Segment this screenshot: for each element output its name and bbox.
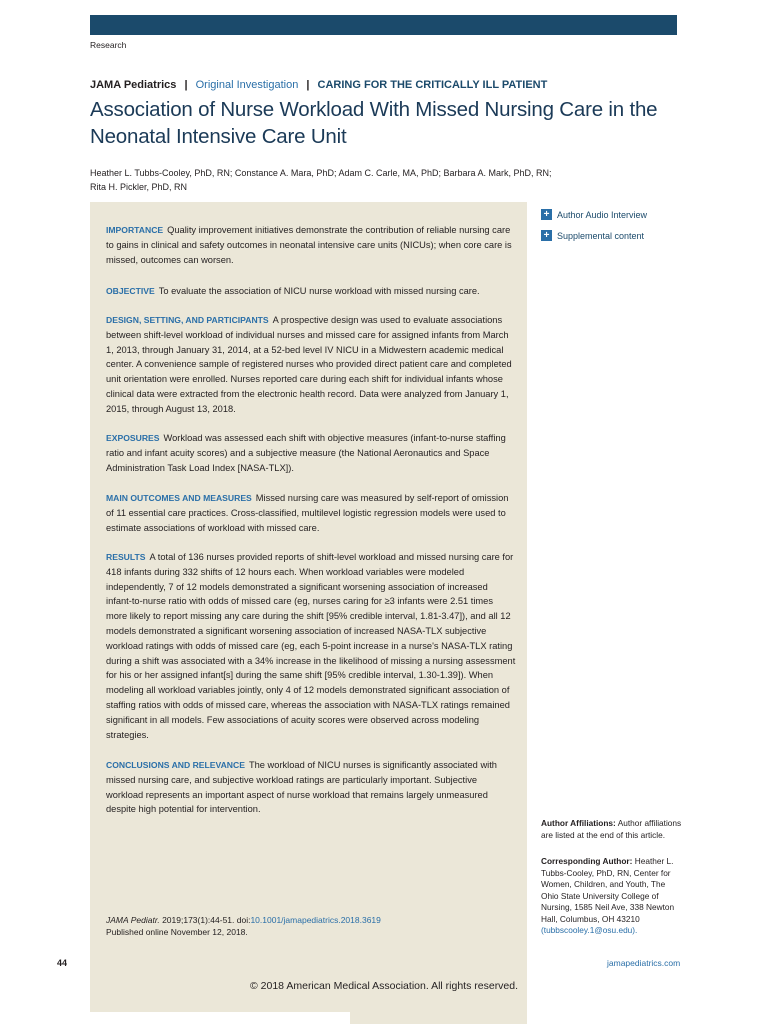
abstract-text: Workload was assessed each shift with objective measures (infant-to-nurse staffing ratio and infant acuity scores) and a subjective measure (the National Aeronautics and Space Administration Task Load Index [NASA-TLX]).	[106, 433, 506, 473]
corresponding-text: Heather L. Tubbs-Cooley, PhD, RN, Center for Women, Children, and Youth, The Ohio State University College of Nursing, 1585 Neil Ave, 338 Newton Hall, Columbus, OH 43210	[541, 856, 675, 924]
site-url-link[interactable]: jamapediatrics.com	[607, 958, 681, 968]
authors-line: Rita H. Pickler, PhD, RN	[90, 182, 188, 192]
abstract-heading: DESIGN, SETTING, AND PARTICIPANTS	[106, 315, 269, 325]
author-audio-interview-link[interactable]	[541, 209, 647, 220]
author-affiliations	[541, 818, 683, 841]
separator: |	[184, 79, 188, 91]
abstract-design	[106, 313, 516, 417]
link-label: Author Audio Interview	[557, 209, 648, 220]
abstract-importance	[106, 223, 516, 267]
abstract-text: The workload of NICU nurses is significantly associated with missed nursing care, and subjective workload ratings are particularly important. Subjective workload represents an important aspect of nurse workload that remains largely unmeasured despite high potential for intervention.	[106, 760, 497, 815]
section-label: Research	[90, 40, 127, 50]
journal-name: JAMA Pediatrics	[90, 79, 177, 91]
abstract-conclusions	[106, 758, 516, 817]
abstract-objective	[106, 284, 516, 299]
abstract-heading: MAIN OUTCOMES AND MEASURES	[106, 493, 252, 503]
journal-abbrev: JAMA Pediatr.	[106, 915, 160, 925]
abstract-heading: OBJECTIVE	[106, 286, 155, 296]
journal-line	[90, 79, 547, 91]
abstract-outcomes	[106, 491, 516, 535]
plus-icon: +	[541, 209, 552, 220]
link-label: Supplemental content	[557, 230, 645, 241]
author-list	[90, 166, 560, 194]
abstract-heading: IMPORTANCE	[106, 225, 164, 235]
abstract-text: To evaluate the association of NICU nurse workload with missed nursing care.	[158, 286, 480, 296]
abstract-exposures	[106, 431, 516, 475]
corresponding-email-link[interactable]: (tubbscooley.1@osu.edu).	[541, 925, 638, 935]
corresponding-author	[541, 856, 683, 937]
doi-link[interactable]: 10.1001/jamapediatrics.2018.3619	[250, 915, 381, 925]
affiliations-text: Author affiliations are listed at the end of this article.	[541, 818, 682, 840]
abstract-heading: RESULTS	[106, 552, 146, 562]
article-title: Association of Nurse Workload With Missed Nursing Care in the Neonatal Intensive Care Unit	[90, 98, 658, 148]
abstract-text: A prospective design was used to evaluate associations between shift-level workload of individual nurses and missed care for assigned infants from March 1, 2013, through January 31, 2014, at a 52-bed level IV NICU in a Midwestern academic medical center. A convenience sample of registered nurses who provided direct patient care and completed unit orientation were enrolled. Nurses reported care during each shift for individual infants whose clinical data were extracted from the electronic health record. Data were analyzed from January 1, 2015, through August 13, 2018.	[106, 315, 512, 414]
citation-block	[106, 914, 526, 938]
published-date: Published online November 12, 2018.	[106, 927, 248, 937]
abstract-text: Quality improvement initiatives demonstrate the contribution of reliable nursing care to gains in clinical and safety outcomes in neonatal intensive care units (NICUs); when core care is missed, outcomes can worsen.	[106, 225, 512, 265]
series-label: CARING FOR THE CRITICALLY ILL PATIENT	[317, 79, 548, 91]
citation-ref: 2019;173(1):44-51. doi:	[162, 915, 251, 925]
separator: |	[306, 79, 310, 91]
abstract-heading: EXPOSURES	[106, 433, 160, 443]
corresponding-label: Corresponding Author:	[541, 856, 633, 866]
authors-line: Heather L. Tubbs-Cooley, PhD, RN; Constance A. Mara, PhD; Adam C. Carle, MA, PhD; Barbara A. Mark, PhD, RN;	[90, 168, 552, 178]
plus-icon: +	[541, 230, 552, 241]
abstract-heading: CONCLUSIONS AND RELEVANCE	[106, 760, 245, 770]
abstract-text: A total of 136 nurses provided reports of shift-level workload and missed nursing care for 418 infants during 332 shifts of 12 hours each. When workload variables were modeled independently, 7 of 12 models demonstrated a significant worsening association of increased infant-to-nurse ratio with odds of missed care (eg, nurses caring for ≥3 infants were 2.51 times more likely to report missing any care during the shift [95% credible interval, 1.81-3.47]), and all 12 models demonstrated a significant worsening association of increased NASA-TLX subjective workload ratings with odds of missed care (eg, each 5-point increase in a nurse's NASA-TLX rating during a shift was associated with a 34% increase in the likelihood of missing a nursing assessment for his or her assigned infant[s] during the same shift [95% credible interval, 1.30-1.39]). When modeling all workload variables jointly, only 4 of 12 models demonstrated significant association of staffing ratios with odds of missed care, whereas the association with NASA-TLX ratings remained significant in all models. Few associations of acuity scores were observed across modeling strategies.	[106, 552, 516, 740]
affiliations-label: Author Affiliations:	[541, 818, 616, 828]
abstract-results	[106, 550, 516, 742]
article-type-link[interactable]: Original Investigation	[195, 79, 299, 91]
footer-strip	[90, 1012, 350, 1024]
supplemental-content-link[interactable]	[541, 230, 644, 241]
abstract-text: Missed nursing care was measured by self-report of omission of 11 essential care practices. Cross-classified, multilevel logistic regression models were used to estimate associations of workload with missed care.	[106, 493, 509, 533]
journal-header-bar	[90, 15, 677, 35]
page-number: 44	[57, 958, 68, 968]
copyright-notice: © 2018 American Medical Association. All rights reserved.	[250, 980, 519, 992]
